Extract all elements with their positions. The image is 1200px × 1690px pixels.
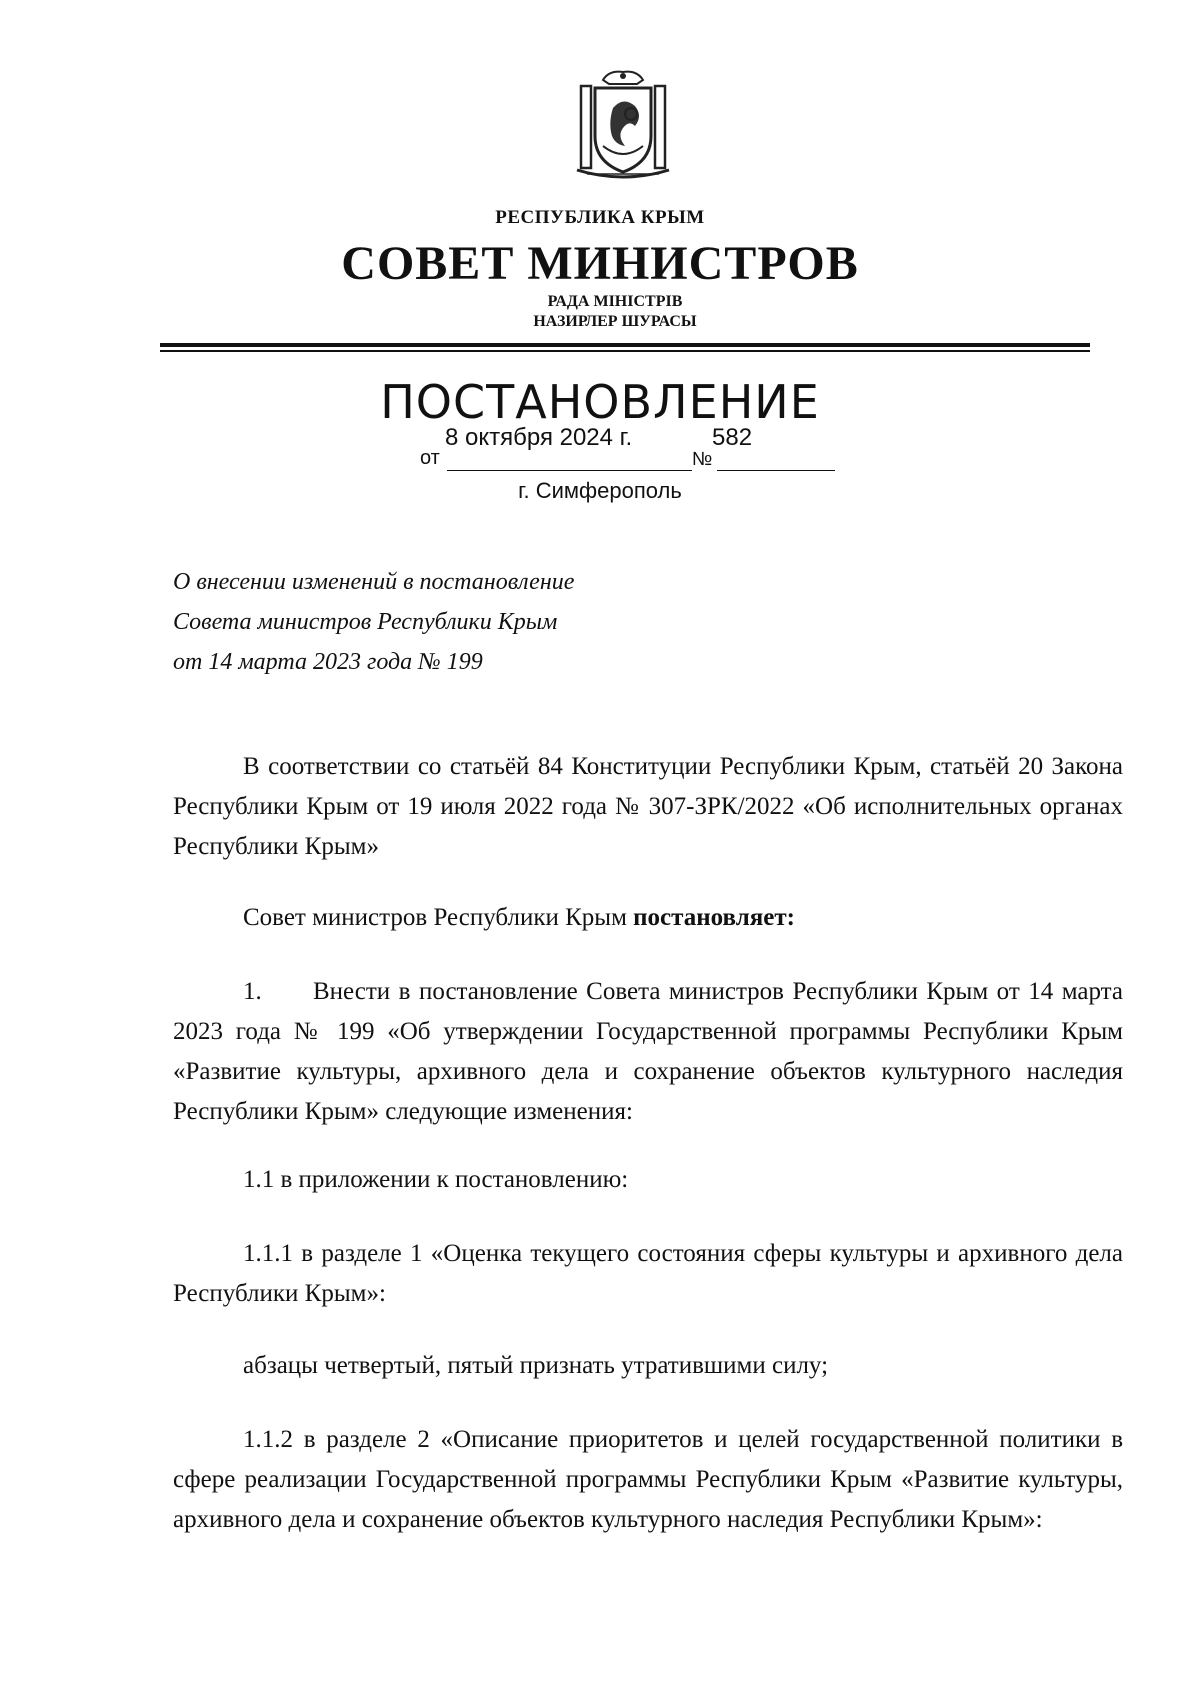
subject-line: от 14 марта 2023 года № 199 xyxy=(173,649,483,675)
from-label: от xyxy=(420,447,440,469)
number-underline xyxy=(717,470,835,471)
item-1-paragraph xyxy=(173,972,1123,1132)
republic-heading: РЕСПУБЛИКА КРЫМ xyxy=(495,207,705,228)
item-number: 1. xyxy=(243,978,262,1005)
resolves-prefix: Совет министров Республики Крым xyxy=(243,904,627,931)
subject-line: Совета министров Республики Крым xyxy=(173,609,558,635)
crimea-coat-of-arms-icon xyxy=(573,66,673,186)
header-divider-thin xyxy=(160,350,1090,352)
number-label: № xyxy=(692,449,713,470)
date-underline xyxy=(447,470,692,471)
item-1-text: Внести в постановление Совета министров Республики Крым от 14 марта 2023 года № 199 «Об утверждении Государственной программы Республики Крым «Развитие культуры, архивного дела и сохранение объектов культурного наследия Республики Крым» следующие изменения: xyxy=(173,978,1123,1125)
ukrainian-name: РАДА МІНІСТРІВ xyxy=(547,293,683,310)
resolves-paragraph xyxy=(243,898,1123,938)
city-label: г. Симферополь xyxy=(518,478,682,503)
document-number: 582 xyxy=(712,424,753,451)
crimean-tatar-name: НАЗИРЛЕР ШУРАСЫ xyxy=(533,313,697,330)
invalid-paragraphs-line: абзацы четвертый, пятый признать утратившими силу; xyxy=(243,1352,829,1379)
header-divider-thick xyxy=(160,343,1090,347)
resolves-keyword: постановляет: xyxy=(633,904,795,931)
item-1-1-paragraph: 1.1 в приложении к постановлению: xyxy=(243,1166,629,1193)
council-heading: СОВЕТ МИНИСТРОВ xyxy=(341,237,859,290)
document-date: 8 октября 2024 г. xyxy=(445,424,633,451)
document-subject xyxy=(173,562,574,682)
subject-line: О внесении изменений в постановление xyxy=(173,569,575,595)
preamble-paragraph: В соответствии со статьёй 84 Конституции Республики Крым, статьёй 20 Закона Республики Крым от 19 июля 2022 года № 307-ЗРК/2022 «Об исполнительных органах Республики Крым» xyxy=(173,753,1123,860)
item-1-1-1-paragraph: 1.1.1 в разделе 1 «Оценка текущего состояния сферы культуры и архивного дела Республики Крым»: xyxy=(173,1240,1123,1307)
item-1-1-2-paragraph: 1.1.2 в разделе 2 «Описание приоритетов и целей государственной политики в сфере реализации Государственной программы Республики Крым «Развитие культуры, архивного дела и сохранение объектов культурного наследия Республики Крым»: xyxy=(173,1426,1123,1533)
document-type-title: ПОСТАНОВЛЕНИЕ xyxy=(380,375,820,429)
